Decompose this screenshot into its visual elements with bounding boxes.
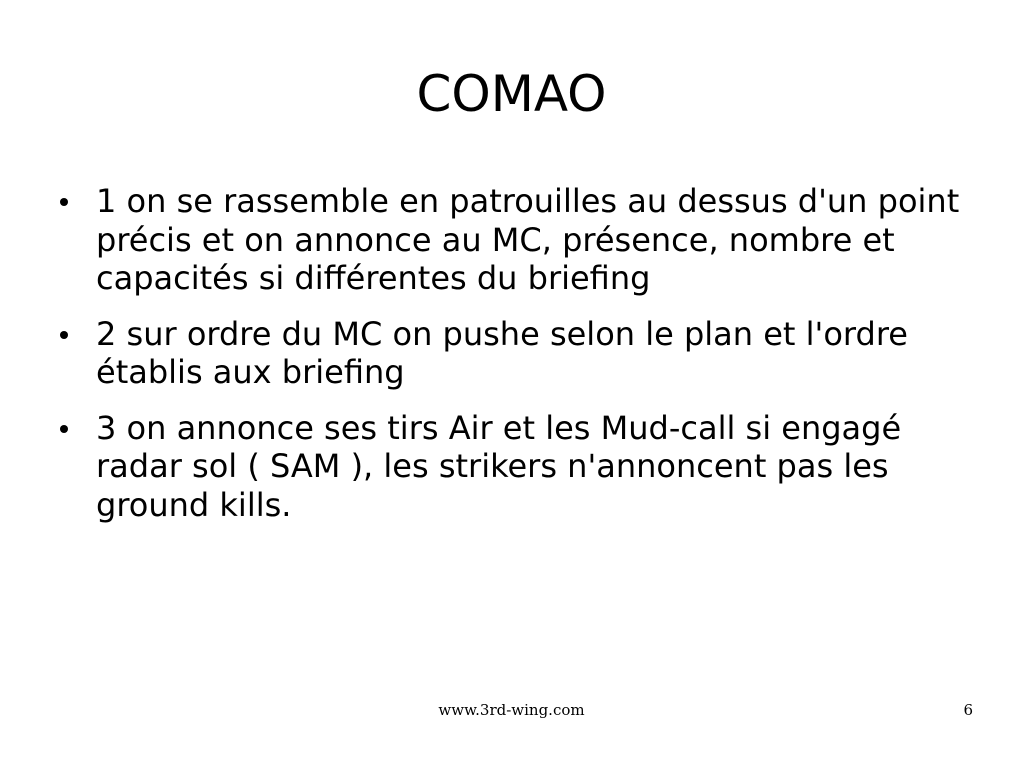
bullet-item-2 (60, 315, 980, 392)
bullet-text-3: 3 on annonce ses tirs Air et les Mud-call si engagé radar sol ( SAM ), les strikers n'annoncent pas les ground kills. (96, 408, 902, 524)
slide-title: COMAO (416, 65, 607, 123)
bullet-text-1: 1 on se rassemble en patrouilles au dessus d'un point précis et on annonce au MC, présence, nombre et capacités si différentes du briefing (96, 182, 960, 297)
bullet-list (60, 182, 980, 541)
bullet-text-2: 2 sur ordre du MC on pushe selon le plan et l'ordre établis aux briefing (96, 314, 908, 391)
bullet-dot-icon (60, 198, 68, 206)
bullet-item-3 (60, 409, 980, 525)
bullet-item-1 (60, 182, 980, 298)
bullet-dot-icon (60, 331, 68, 339)
bullet-dot-icon (60, 425, 68, 433)
footer-url: www.3rd-wing.com (438, 701, 585, 719)
page-number: 6 (963, 701, 973, 719)
